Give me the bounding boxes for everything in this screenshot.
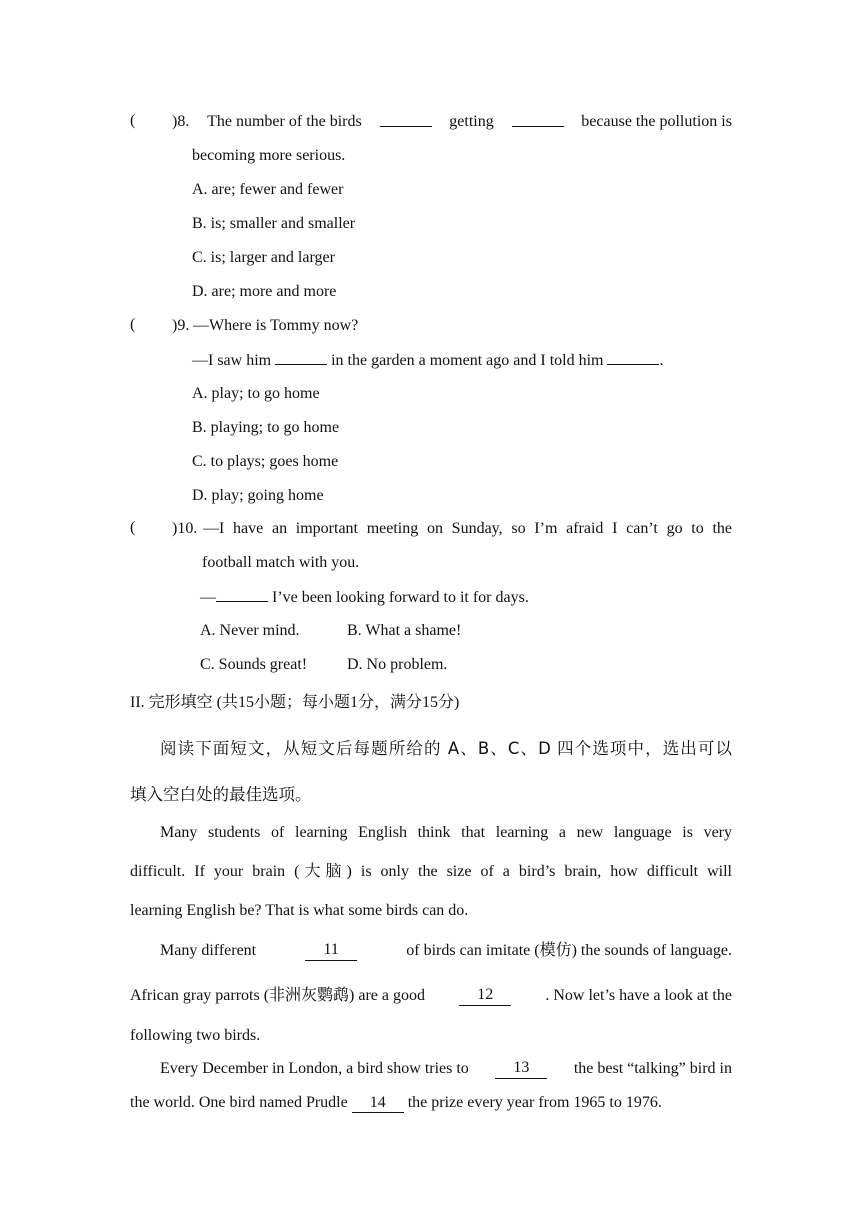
option-d: D. No problem. bbox=[347, 656, 448, 673]
passage-line: difficult. If your brain (大脑) is only the size of a bird’s brain, how difficult will bbox=[130, 863, 732, 880]
option-a: A. play; to go home bbox=[192, 385, 320, 402]
option-c: C. is; larger and larger bbox=[192, 249, 335, 266]
question-10-stem: —I have an important meeting on Sunday, so I’m afraid I can’t go to the bbox=[203, 520, 732, 537]
passage-line: African gray parrots (非洲灰鹦鹉) are a good 12 . Now let’s have a look at the bbox=[130, 986, 732, 1004]
option-b: B. is; smaller and smaller bbox=[192, 215, 356, 232]
blank bbox=[512, 112, 564, 127]
section-heading: II. 完形填空 (共15小题；每小题1分，满分15分) bbox=[130, 694, 460, 711]
option-a: A. are; fewer and fewer bbox=[192, 181, 344, 198]
passage-line: Many students of learning English think that learning a new language is very bbox=[160, 824, 732, 841]
blank-14: 14 bbox=[352, 1094, 404, 1113]
section-instruction-cont: 填入空白处的最佳选项。 bbox=[130, 785, 312, 804]
blank-12: 12 bbox=[459, 986, 511, 1006]
passage-line: Every December in London, a bird show tries to 13 the best “talking” bird in bbox=[160, 1059, 732, 1077]
answer-paren: ( bbox=[130, 316, 136, 333]
question-9-stem: —Where is Tommy now? bbox=[193, 317, 359, 334]
option-a: A. Never mind. bbox=[200, 622, 300, 639]
blank bbox=[216, 587, 268, 602]
passage-line: the world. One bird named Prudle 14 the prize every year from 1965 to 1976. bbox=[130, 1094, 662, 1111]
blank-13: 13 bbox=[495, 1059, 547, 1079]
passage-line: Many different 11 of birds can imitate (模仿) the sounds of language. bbox=[160, 941, 732, 959]
section-instruction: 阅读下面短文，从短文后每题所给的 A、B、C、D 四个选项中，选出可以 bbox=[160, 739, 732, 758]
question-10-number: )10. bbox=[172, 520, 198, 537]
passage-line: learning English be? That is what some birds can do. bbox=[130, 902, 469, 919]
question-9-number: )9. bbox=[172, 317, 190, 334]
question-10-line3: — I’ve been looking forward to it for days. bbox=[200, 589, 529, 606]
option-c: C. Sounds great! bbox=[200, 656, 308, 673]
option-b: B. What a shame! bbox=[347, 622, 462, 639]
question-8-stem: )8. The number of the birds getting because the pollution is bbox=[172, 113, 732, 130]
answer-paren: ( bbox=[130, 519, 136, 536]
question-10-stem-cont: football match with you. bbox=[202, 554, 360, 571]
option-c: C. to plays; goes home bbox=[192, 453, 339, 470]
question-9-line2: —I saw him in the garden a moment ago and I told him . bbox=[192, 352, 664, 369]
question-8-stem-cont: becoming more serious. bbox=[192, 147, 346, 164]
blank bbox=[607, 350, 659, 365]
option-d: D. play; going home bbox=[192, 487, 324, 504]
passage-line: following two birds. bbox=[130, 1027, 261, 1044]
blank-11: 11 bbox=[305, 941, 357, 961]
blank bbox=[275, 350, 327, 365]
blank bbox=[380, 112, 432, 127]
option-d: D. are; more and more bbox=[192, 283, 337, 300]
option-b: B. playing; to go home bbox=[192, 419, 340, 436]
answer-paren: ( bbox=[130, 112, 136, 129]
